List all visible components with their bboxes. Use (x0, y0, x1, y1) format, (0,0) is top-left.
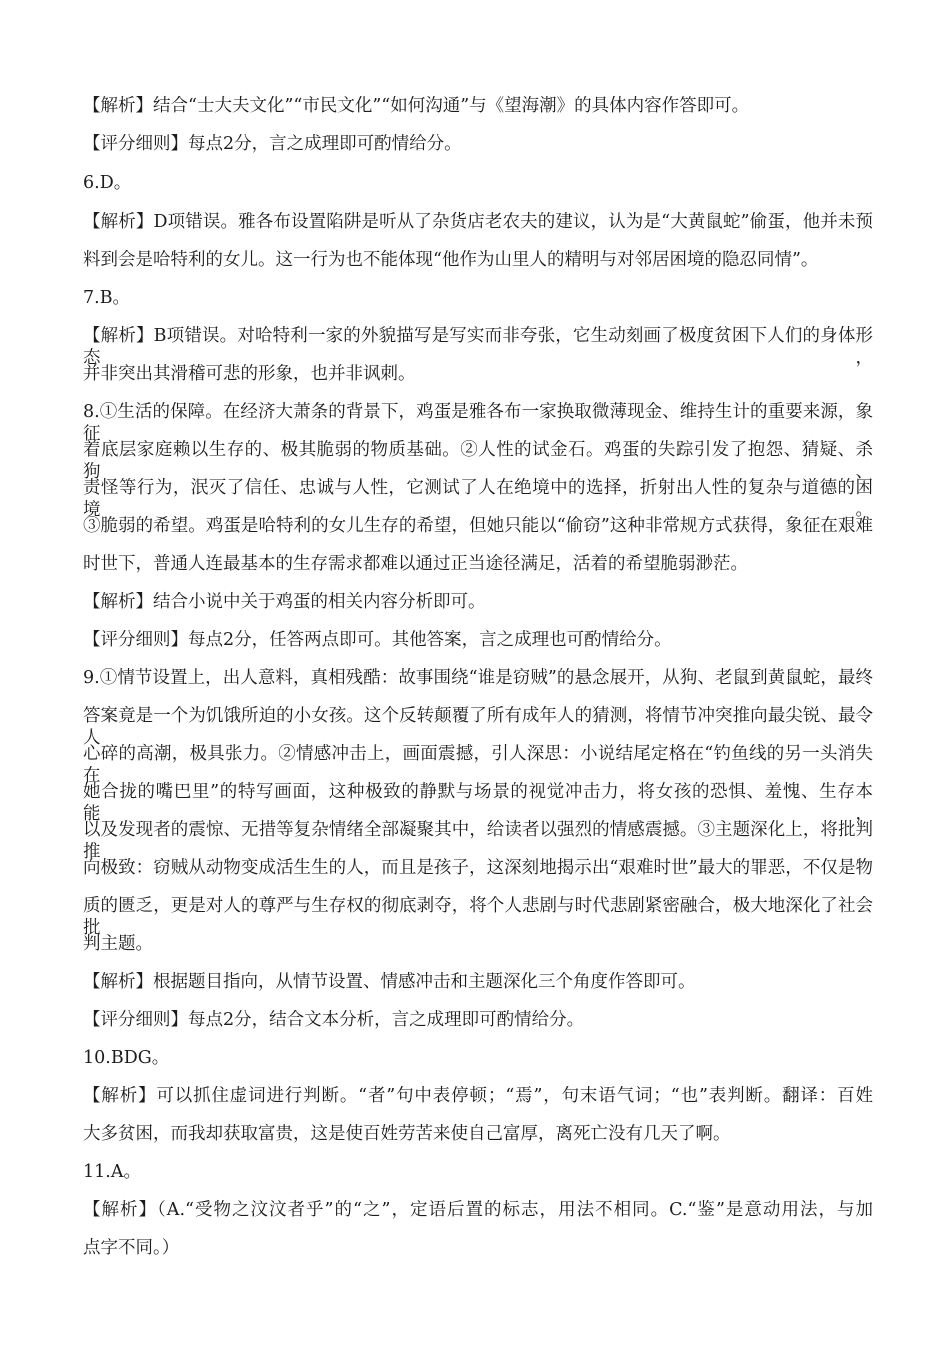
text-line: 【解析】结合“士大夫文化”“市民文化”“如何沟通”与《望海潮》的具体内容作答即可。 (83, 96, 750, 116)
text-line: 【解析】结合小说中关于鸡蛋的相关内容分析即可。 (83, 592, 486, 612)
text-line: 【评分细则】每点2分，结合文本分析，言之成理即可酌情给分。 (83, 1010, 585, 1030)
text-line: 【评分细则】每点2分，言之成理即可酌情给分。 (83, 134, 462, 154)
answer-line: 6.D。 (83, 173, 132, 193)
text-line: 8.①生活的保障。在经济大萧条的背景下，鸡蛋是雅各布一家换取微薄现金、维持生计的重要来源，象征 (83, 402, 873, 444)
text-line: 【解析】D项错误。雅各布设置陷阱是听从了杂货店老农夫的建议，认为是“大黄鼠蛇”偷蛋，他并未预 (83, 212, 873, 232)
text-line: 着底层家庭赖以生存的、极其脆弱的物质基础。②人性的试金石。鸡蛋的失踪引发了抱怨、猜疑、杀狗、 (83, 440, 873, 482)
text-line: 向极致：窃贼从动物变成活生生的人，而且是孩子，这深刻地揭示出“艰难时世”最大的罪恶，不仅是物 (83, 858, 873, 878)
text-line: ③脆弱的希望。鸡蛋是哈特利的女儿生存的希望，但她只能以“偷窃”这种非常规方式获得，象征在艰难 (83, 516, 873, 536)
answer-line: 10.BDG。 (83, 1048, 170, 1068)
text-line: 责怪等行为，泯灭了信任、忠诚与人性，它测试了人在绝境中的选择，折射出人性的复杂与道德的困境。 (83, 478, 873, 520)
text-line: 时世下，普通人连最基本的生存需求都难以通过正当途径满足，活着的希望脆弱渺茫。 (83, 554, 748, 574)
text-line: 判主题。 (83, 934, 153, 954)
text-line: 点字不同。） (83, 1238, 180, 1258)
text-line: 并非突出其滑稽可悲的形象，也并非讽刺。 (83, 364, 416, 384)
text-line: 质的匮乏，更是对人的尊严与生存权的彻底剥夺，将个人悲剧与时代悲剧紧密融合，极大地深化了社会批 (83, 896, 873, 938)
text-line: 【解析】根据题目指向，从情节设置、情感冲击和主题深化三个角度作答即可。 (83, 972, 696, 992)
text-line: 以及发现者的震惊、无措等复杂情绪全部凝聚其中，给读者以强烈的情感震撼。③主题深化上，将批判推 (83, 820, 873, 862)
text-line: 【解析】B项错误。对哈特利一家的外貌描写是写实而非夸张，它生动刻画了极度贫困下人们的身体形态， (83, 326, 873, 368)
text-line: 答案竟是一个为饥饿所迫的小女孩。这个反转颠覆了所有成年人的猜测，将情节冲突推向最尖锐、最令人 (83, 706, 873, 748)
answer-line: 7.B。 (83, 288, 131, 308)
text-line: 9.①情节设置上，出人意料，真相残酷：故事围绕“谁是窃贼”的悬念展开，从狗、老鼠到黄鼠蛇，最终 (83, 668, 873, 688)
text-line: 心碎的高潮，极具张力。②情感冲击上，画面震撼，引人深思：小说结尾定格在“钓鱼线的另一头消失在 (83, 744, 873, 786)
text-line: 【解析】（A.“受物之汶汶者乎”的“之”，定语后置的标志，用法不相同。C.“鉴”是意动用法，与加 (83, 1200, 873, 1220)
text-line: 大多贫困，而我却获取富贵，这是使百姓劳苦来使自己富厚，离死亡没有几天了啊。 (83, 1124, 731, 1144)
text-line: 她合拢的嘴巴里”的特写画面，这种极致的静默与场景的视觉冲击力，将女孩的恐惧、羞愧、生存本能， (83, 782, 873, 824)
text-line: 【评分细则】每点2分，任答两点即可。其他答案，言之成理也可酌情给分。 (83, 630, 672, 650)
answer-line: 11.A。 (83, 1162, 141, 1182)
text-line: 料到会是哈特利的女儿。这一行为也不能体现“他作为山里人的精明与对邻居困境的隐忍同情”。 (83, 250, 819, 270)
text-line: 【解析】可以抓住虚词进行判断。“者”句中表停顿；“焉”，句末语气词；“也”表判断。翻译：百姓 (83, 1086, 873, 1106)
